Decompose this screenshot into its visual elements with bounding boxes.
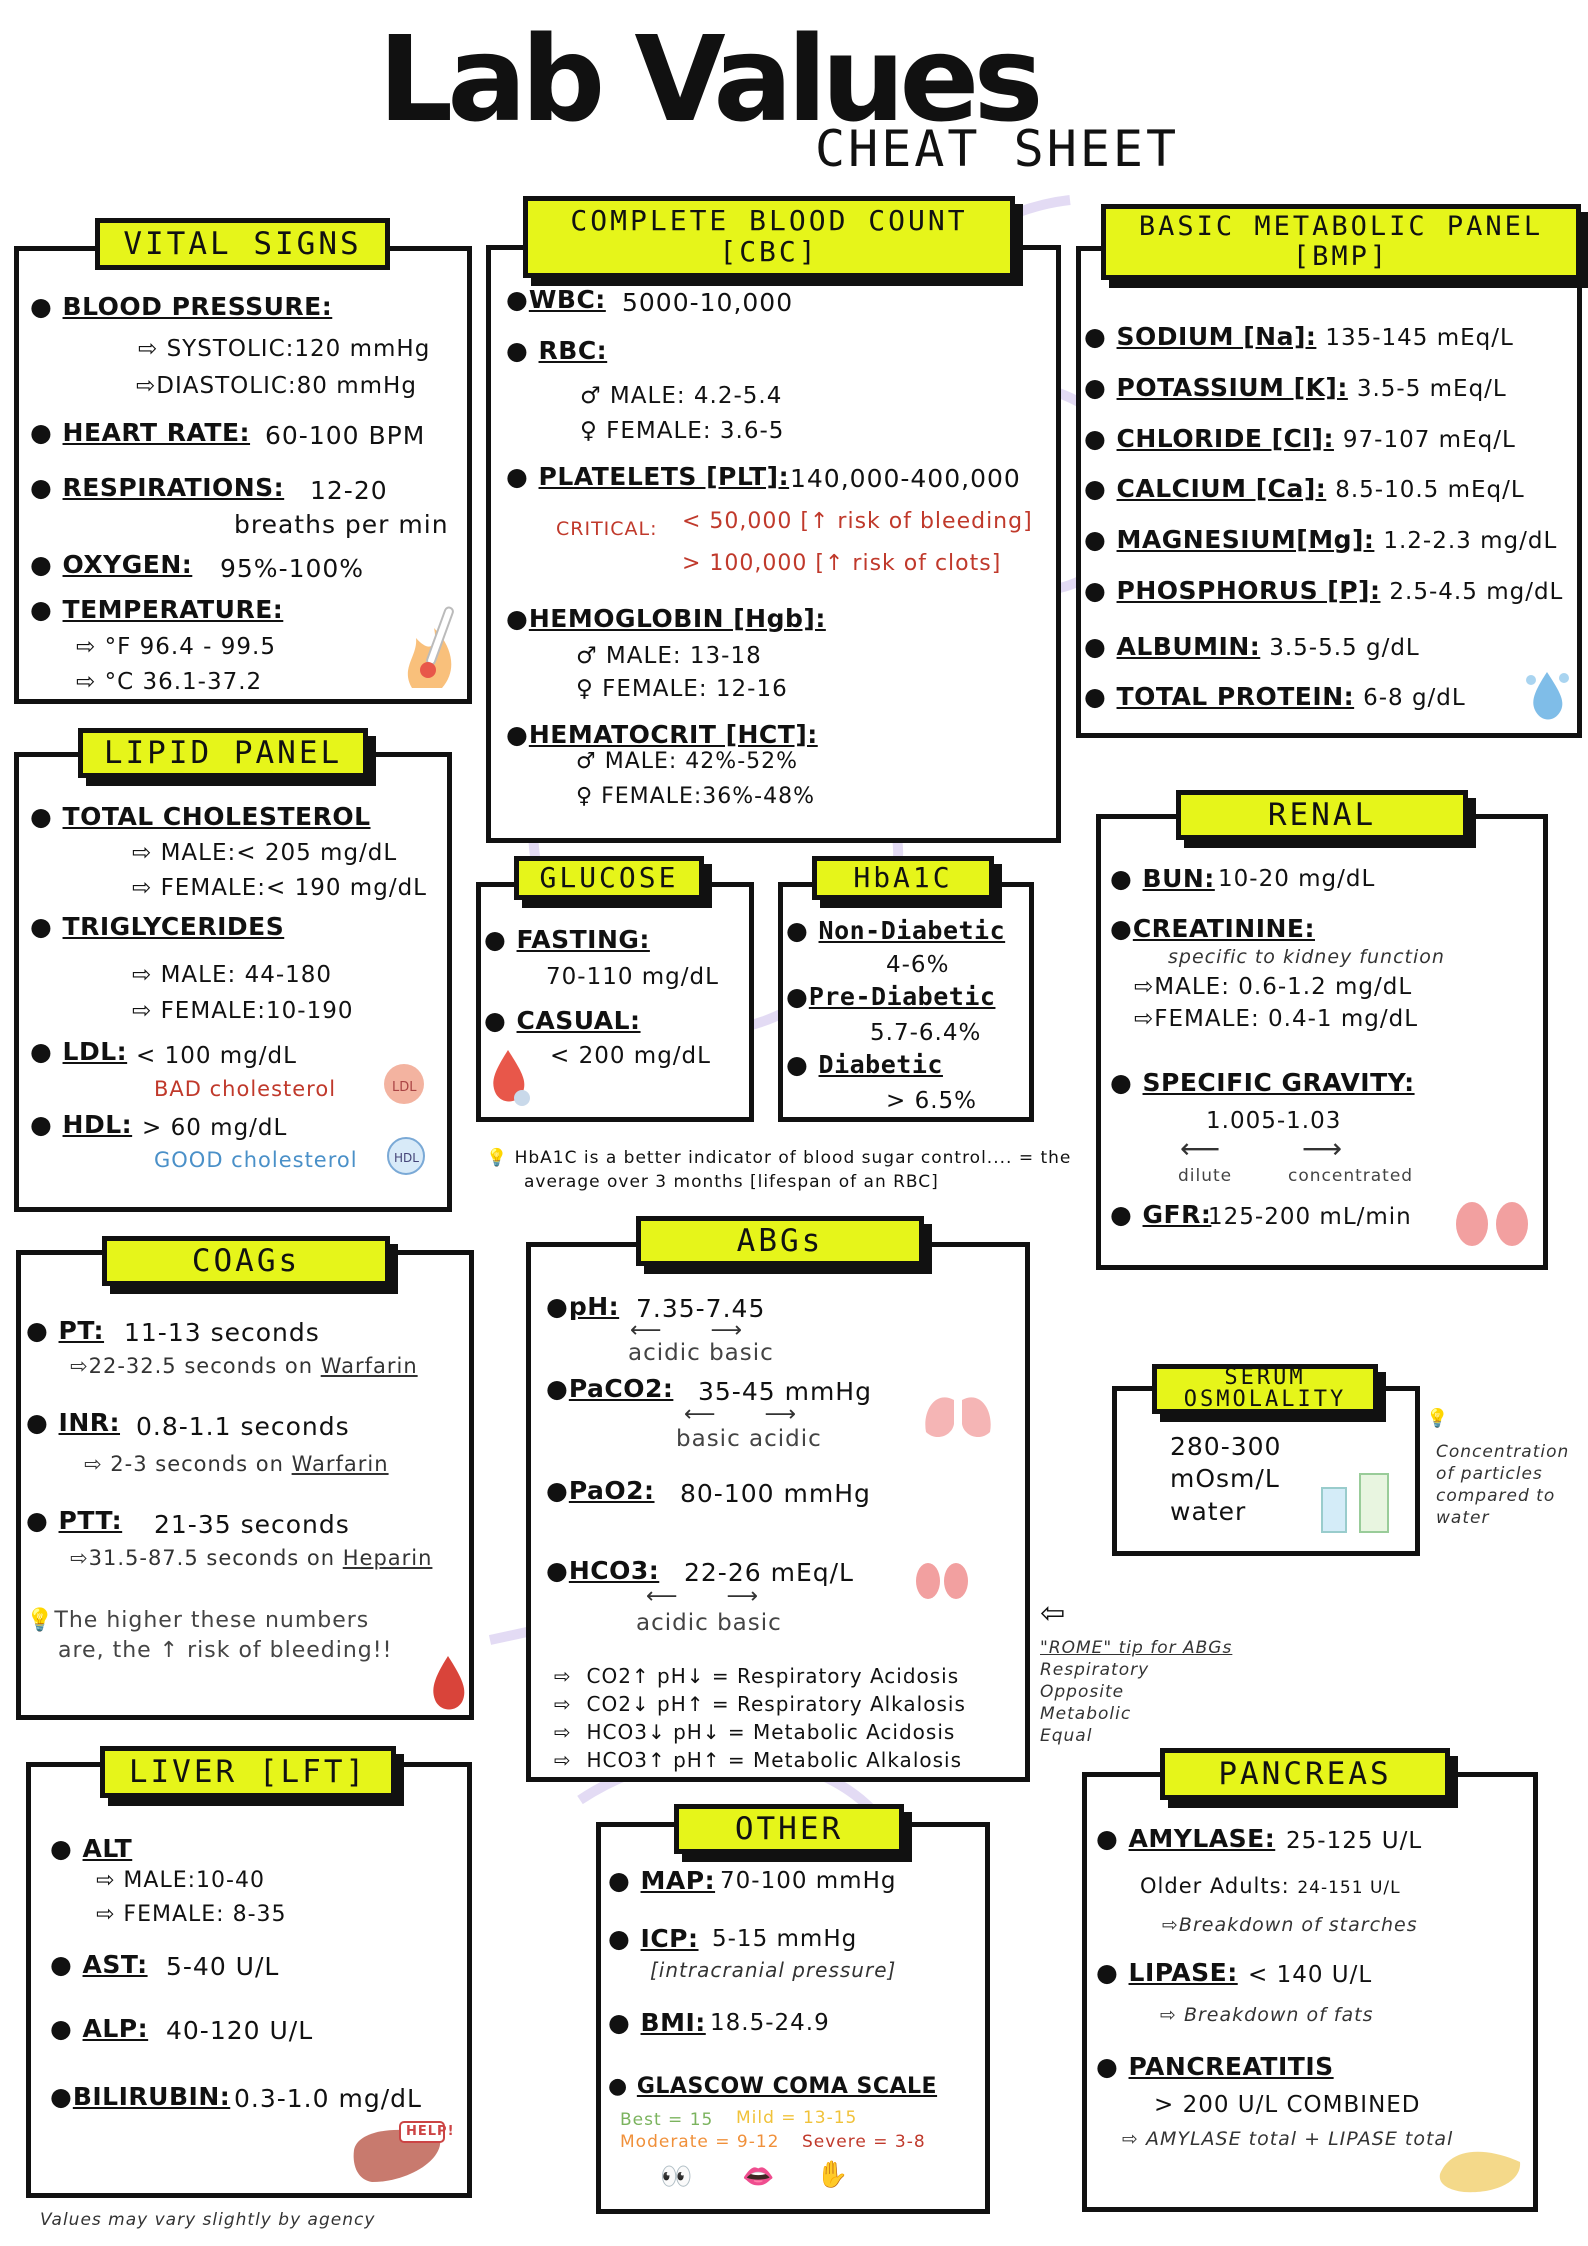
hct-row: ●HEMATOCRIT [HCT]:	[506, 720, 818, 749]
bmp-item-label: POTASSIUM [K]:	[1116, 373, 1348, 402]
page-subtitle: CHEAT SHEET	[815, 120, 1180, 178]
bmp-item-value: 135-145 mEq/L	[1325, 325, 1514, 351]
wbc-label: WBC:	[528, 285, 606, 314]
rome-line: Opposite	[1040, 1682, 1125, 1702]
plt-label: PLATELETS [PLT]:	[538, 462, 790, 491]
oxygen-value: 95%-100%	[220, 554, 365, 583]
casual-label: CASUAL:	[516, 1006, 641, 1035]
bmp-item-label: CHLORIDE [Cl]:	[1116, 424, 1334, 453]
inr-warfarin-row: ⇨ 2-3 seconds on Warfarin	[84, 1452, 389, 1476]
tg-male: ⇨ MALE: 44-180	[132, 962, 333, 988]
bmp-item: ● CALCIUM [Ca]: 8.5-10.5 mEq/L	[1084, 474, 1525, 503]
inr-value: 0.8-1.1 seconds	[136, 1412, 350, 1441]
tg-female: ⇨ FEMALE:10-190	[132, 998, 354, 1024]
resp-unit: breaths per min	[234, 510, 449, 539]
fasting-row: ● FASTING:	[484, 925, 650, 954]
pancreatitis-value: > 200 U/L COMBINED	[1154, 2092, 1421, 2118]
gcs-mild: Mild = 13-15	[736, 2108, 858, 2128]
lipid-title: LIPID PANEL	[103, 734, 343, 771]
diab-value: > 6.5%	[886, 1088, 978, 1114]
abg-rule: ⇨ CO2↓ pH↑ = Respiratory Alkalosis	[554, 1692, 966, 1716]
bmp-item: ● SODIUM [Na]: 135-145 mEq/L	[1084, 322, 1514, 351]
systolic-value: ⇨ SYSTOLIC:120 mmHg	[138, 336, 431, 362]
hco3-label: HCO3:	[568, 1556, 660, 1585]
serum-note: compared to	[1436, 1486, 1556, 1506]
sg-value: 1.005-1.03	[1206, 1108, 1342, 1134]
pao2-value: 80-100 mmHg	[680, 1479, 871, 1508]
pancreas-title: PANCREAS	[1218, 1755, 1392, 1792]
coags-title: COAGs	[191, 1242, 301, 1279]
critical-high: > 100,000 [↑ risk of clots]	[682, 551, 1002, 576]
rome-line: Respiratory	[1040, 1660, 1150, 1680]
bmp-item: ● CHLORIDE [Cl]: 97-107 mEq/L	[1084, 424, 1516, 453]
bmp-item: ● POTASSIUM [K]: 3.5-5 mEq/L	[1084, 373, 1507, 402]
ast-value: 5-40 U/L	[166, 1952, 280, 1981]
bmp-item-label: TOTAL PROTEIN:	[1116, 682, 1355, 711]
coags-note-2: are, the ↑ risk of bleeding!!	[58, 1638, 393, 1663]
resp-row: ● RESPIRATIONS:	[30, 473, 285, 502]
pancreas-character-icon	[1434, 2138, 1526, 2200]
tc-male: ⇨ MALE:< 205 mg/dL	[132, 840, 398, 866]
bmp-item: ● ALBUMIN: 3.5-5.5 g/dL	[1084, 632, 1420, 661]
abg-rule: ⇨ CO2↑ pH↓ = Respiratory Acidosis	[554, 1664, 960, 1688]
blood-drop-icon	[482, 1044, 536, 1110]
cbc-title-2: [CBC]	[719, 235, 819, 268]
alt-female: ⇨ FEMALE: 8-35	[96, 1902, 287, 1927]
older-row	[1140, 1874, 1401, 1898]
ph-direction: acidic basic	[628, 1340, 774, 1366]
serum-value-1: 280-300	[1170, 1432, 1282, 1461]
paco2-arrows: ⟵ ⟶	[684, 1402, 798, 1427]
alp-value: 40-120 U/L	[166, 2016, 314, 2045]
eyes-icon: 👀	[660, 2162, 694, 2192]
pt-warfarin-text: 22-32.5 seconds on	[88, 1354, 321, 1378]
bmp-item-value: 8.5-10.5 mEq/L	[1335, 477, 1525, 503]
alp-label: ALP:	[82, 2014, 149, 2043]
nondiab-label: Non-Diabetic	[818, 916, 1006, 945]
water-glass-icon	[1316, 1468, 1396, 1542]
temp-c: ⇨ °C 36.1-37.2	[76, 669, 263, 695]
diastolic-value: ⇨DIASTOLIC:80 mmHg	[136, 373, 417, 399]
lightbulb-icon: 💡	[26, 1608, 55, 1633]
other-header	[674, 1804, 904, 1854]
paco2-row: ●PaCO2:	[546, 1374, 674, 1403]
serum-title-1: SERUM	[1224, 1365, 1306, 1390]
hct-male: ♂ MALE: 42%-52%	[576, 749, 799, 774]
svg-text:HDL: HDL	[394, 1151, 419, 1165]
gfr-value: 125-200 mL/min	[1208, 1204, 1412, 1230]
vital-signs-header	[95, 218, 390, 270]
gfr-label: GFR:	[1142, 1200, 1212, 1229]
bmp-item: ● TOTAL PROTEIN: 6-8 g/dL	[1084, 682, 1466, 711]
hba1c-note-2: average over 3 months [lifespan of an RBC]	[524, 1172, 939, 1192]
serum-value-2: mOsm/L	[1170, 1464, 1280, 1493]
plt-value: 140,000-400,000	[790, 464, 1021, 493]
cbc-title-1: COMPLETE BLOOD COUNT	[570, 204, 968, 238]
serum-header	[1152, 1364, 1378, 1414]
hct-label: HEMATOCRIT [HCT]:	[528, 720, 818, 749]
bmi-label: BMI:	[640, 2008, 706, 2037]
older-value: 24-151 U/L	[1297, 1878, 1401, 1898]
cbc-header	[523, 196, 1015, 278]
bmi-row: ● BMI:	[608, 2008, 706, 2037]
critical-low: < 50,000 [↑ risk of bleeding]	[682, 509, 1033, 534]
map-value: 70-100 mmHg	[720, 1868, 897, 1894]
fasting-value: 70-110 mg/dL	[546, 964, 719, 990]
coags-note-text-1: The higher these numbers	[54, 1608, 370, 1633]
creat-label: CREATININE:	[1132, 914, 1315, 943]
alt-male: ⇨ MALE:10-40	[96, 1868, 265, 1893]
ptt-heparin-row: ⇨31.5-87.5 seconds on Heparin	[70, 1546, 433, 1570]
pt-warfarin-row: ⇨22-32.5 seconds on Warfarin	[70, 1354, 418, 1378]
bmi-value: 18.5-24.9	[710, 2010, 830, 2036]
mouth-icon: 👄	[742, 2162, 776, 2192]
abg-rule-text: CO2↓ pH↑ = Respiratory Alkalosis	[586, 1692, 966, 1716]
hdl-row: ● HDL:	[30, 1110, 133, 1139]
warfarin-label: Warfarin	[320, 1354, 418, 1378]
paco2-direction: basic acidic	[676, 1426, 822, 1452]
kidneys-icon	[910, 1556, 974, 1606]
water-drop-icon	[1522, 666, 1572, 726]
bmp-title-1: BASIC METABOLIC PANEL	[1138, 211, 1544, 243]
hba1c-note-text-1: HbA1C is a better indicator of blood sugar control.... = the	[514, 1148, 1072, 1168]
sg-dilute: dilute	[1178, 1166, 1233, 1186]
serum-title-2: OSMOLALITY	[1183, 1387, 1347, 1412]
hand-icon: ✋	[816, 2160, 850, 2190]
wbc-value: 5000-10,000	[622, 288, 794, 317]
gcs-label: GLASCOW COMA SCALE	[636, 2074, 938, 2099]
pancreatitis-label: PANCREATITIS	[1128, 2052, 1334, 2081]
alt-label: ALT	[82, 1834, 133, 1863]
fasting-label: FASTING:	[516, 925, 650, 954]
older-label: Older Adults:	[1140, 1874, 1290, 1898]
bmp-item-label: MAGNESIUM[Mg]:	[1116, 525, 1375, 554]
ph-row: ●pH:	[546, 1292, 620, 1321]
bmp-item-value: 97-107 mEq/L	[1342, 427, 1516, 453]
icp-note: [intracranial pressure]	[650, 1958, 897, 1982]
paco2-value: 35-45 mmHg	[698, 1377, 872, 1406]
hdl-value: > 60 mg/dL	[142, 1115, 288, 1141]
lipase-label: LIPASE:	[1128, 1958, 1238, 1987]
bmp-header	[1101, 204, 1581, 280]
rbc-female: ♀ FEMALE: 3.6-5	[580, 418, 785, 444]
kidneys-icon	[1450, 1196, 1534, 1252]
hco3-arrows: ⟵ ⟶	[646, 1584, 760, 1609]
temp-row: ● TEMPERATURE:	[30, 595, 284, 624]
bmp-item-value: 3.5-5 mEq/L	[1356, 376, 1507, 402]
sg-row: ● SPECIFIC GRAVITY:	[1110, 1068, 1415, 1097]
ldl-row: ● LDL:	[30, 1037, 128, 1066]
bmp-item-value: 1.2-2.3 mg/dL	[1383, 528, 1558, 554]
ptt-value: 21-35 seconds	[154, 1510, 350, 1539]
pt-label: PT:	[58, 1316, 105, 1345]
ptt-label: PTT:	[58, 1506, 123, 1535]
help-label: HELP!	[406, 2124, 455, 2139]
ph-label: pH:	[568, 1292, 620, 1321]
oxygen-row: ● OXYGEN:	[30, 550, 193, 579]
plt-row: ● PLATELETS [PLT]:	[506, 462, 790, 491]
serum-note: of particles	[1436, 1464, 1543, 1484]
glucose-title: GLUCOSE	[539, 860, 679, 894]
bili-row: ●BILIRUBIN:	[50, 2082, 231, 2111]
inr-warfarin-text: 2-3 seconds on	[110, 1452, 292, 1476]
gcs-moderate: Moderate = 9-12	[620, 2132, 780, 2152]
prediab-value: 5.7-6.4%	[870, 1020, 982, 1046]
heparin-label: Heparin	[342, 1546, 433, 1570]
coags-header	[102, 1236, 390, 1286]
hdl-label: HDL:	[62, 1110, 133, 1139]
glucose-header	[514, 856, 704, 900]
ldl-label: LDL:	[62, 1037, 128, 1066]
serum-note-icon: 💡	[1426, 1408, 1450, 1429]
gcs-best: Best = 15	[620, 2110, 714, 2130]
gcs-row: ● GLASCOW COMA SCALE	[608, 2074, 938, 2099]
alp-row: ● ALP:	[50, 2014, 149, 2043]
creat-male: ⇨MALE: 0.6-1.2 mg/dL	[1134, 974, 1413, 1000]
lungs-icon	[916, 1370, 1000, 1444]
vital-signs-title: VITAL SIGNS	[123, 225, 362, 262]
wbc-row: ●WBC:	[506, 285, 606, 314]
bun-label: BUN:	[1142, 864, 1215, 893]
hba1c-header	[812, 856, 994, 900]
bmp-item-value: 2.5-4.5 mg/dL	[1389, 579, 1564, 605]
icp-row: ● ICP:	[608, 1924, 699, 1953]
abgs-title: ABGs	[736, 1222, 824, 1259]
nondiab-value: 4-6%	[886, 952, 950, 978]
sg-left-arrow: ⟵	[1180, 1132, 1222, 1165]
map-label: MAP:	[640, 1866, 716, 1895]
ldl-character-icon	[376, 1058, 432, 1108]
alt-row: ● ALT	[50, 1834, 133, 1863]
tc-label: TOTAL CHOLESTEROL	[62, 802, 371, 831]
resp-label: RESPIRATIONS:	[62, 473, 285, 502]
hco3-row: ●HCO3:	[546, 1556, 660, 1585]
creat-female: ⇨FEMALE: 0.4-1 mg/dL	[1134, 1006, 1419, 1032]
icp-label: ICP:	[640, 1924, 699, 1953]
serum-note: Concentration	[1436, 1442, 1570, 1462]
map-row: ● MAP:	[608, 1866, 716, 1895]
lipase-value: < 140 U/L	[1248, 1962, 1373, 1988]
ast-label: AST:	[82, 1950, 148, 1979]
hgb-male: ♂ MALE: 13-18	[576, 643, 762, 669]
sg-right-arrow: ⟶	[1302, 1132, 1344, 1165]
abg-rule-text: HCO3↑ pH↑ = Metabolic Alkalosis	[586, 1748, 963, 1772]
sg-label: SPECIFIC GRAVITY:	[1142, 1068, 1415, 1097]
lipid-header	[78, 728, 368, 778]
other-title: OTHER	[734, 1810, 844, 1847]
ph-arrows: ⟵ ⟶	[630, 1318, 744, 1343]
bmp-item-label: ALBUMIN:	[1116, 632, 1261, 661]
pancreas-header	[1160, 1748, 1450, 1800]
thermometer-fire-icon	[398, 598, 464, 694]
bmp-item-label: SODIUM [Na]:	[1116, 322, 1317, 351]
rome-arrow-icon: ⇦	[1040, 1596, 1067, 1631]
bmp-item-value: 3.5-5.5 g/dL	[1269, 635, 1420, 661]
warfarin-label: Warfarin	[291, 1452, 389, 1476]
ast-row: ● AST:	[50, 1950, 148, 1979]
amylase-label: AMYLASE:	[1128, 1824, 1276, 1853]
serum-note: water	[1436, 1508, 1490, 1528]
resp-value: 12-20	[310, 476, 388, 505]
pt-row: ● PT:	[26, 1316, 105, 1345]
bmp-item-label: PHOSPHORUS [P]:	[1116, 576, 1381, 605]
creat-note: specific to kidney function	[1168, 946, 1445, 968]
diab-label: Diabetic	[818, 1050, 943, 1079]
coags-note-1	[26, 1608, 369, 1633]
nondiab-row: ● Non-Diabetic	[786, 916, 1006, 945]
gfr-row: ● GFR:	[1110, 1200, 1212, 1229]
bmp-item-value: 6-8 g/dL	[1363, 685, 1466, 711]
pancreatitis-row: ● PANCREATITIS	[1096, 2052, 1334, 2081]
rome-title: "ROME" tip for ABGs	[1040, 1638, 1233, 1658]
prediab-label: Pre-Diabetic	[808, 982, 996, 1011]
oxygen-label: OXYGEN:	[62, 550, 193, 579]
renal-title: RENAL	[1267, 796, 1377, 833]
liver-header	[100, 1746, 396, 1798]
amylase-value: 25-125 U/L	[1286, 1828, 1423, 1854]
abg-rule-text: HCO3↓ pH↓ = Metabolic Acidosis	[586, 1720, 956, 1744]
bili-value: 0.3-1.0 mg/dL	[234, 2084, 422, 2113]
hdl-note: GOOD cholesterol	[154, 1148, 358, 1172]
ldl-value: < 100 mg/dL	[136, 1043, 297, 1069]
ptt-heparin-text: 31.5-87.5 seconds on	[88, 1546, 343, 1570]
casual-value: < 200 mg/dL	[550, 1043, 711, 1069]
bmp-item-label: CALCIUM [Ca]:	[1116, 474, 1327, 503]
rome-line: Equal	[1040, 1726, 1093, 1746]
paco2-label: PaCO2:	[568, 1374, 674, 1403]
hba1c-note-1	[486, 1148, 1071, 1168]
rbc-label: RBC:	[538, 336, 608, 365]
temp-f: ⇨ °F 96.4 - 99.5	[76, 634, 276, 660]
bmp-title-2: [BMP]	[1292, 241, 1390, 272]
abg-rule: ⇨ HCO3↑ pH↑ = Metabolic Alkalosis	[554, 1748, 963, 1772]
lightbulb-icon: 💡	[486, 1148, 515, 1168]
tc-row: ● TOTAL CHOLESTEROL	[30, 802, 371, 831]
liver-title: LIVER [LFT]	[128, 1753, 368, 1790]
abgs-header	[636, 1216, 924, 1266]
hco3-direction: acidic basic	[636, 1610, 782, 1636]
hba1c-title: HbA1C	[853, 860, 953, 894]
lipase-row: ● LIPASE:	[1096, 1958, 1238, 1987]
abg-rule-text: CO2↑ pH↓ = Respiratory Acidosis	[586, 1664, 960, 1688]
pao2-row: ●PaO2:	[546, 1476, 655, 1505]
icp-value: 5-15 mmHg	[712, 1926, 858, 1952]
critical-label: CRITICAL:	[556, 518, 658, 540]
casual-row: ● CASUAL:	[484, 1006, 641, 1035]
lipase-note: ⇨ Breakdown of fats	[1160, 2004, 1374, 2026]
bili-label: BILIRUBIN:	[72, 2082, 231, 2111]
gcs-severe: Severe = 3-8	[802, 2132, 926, 2152]
pao2-label: PaO2:	[568, 1476, 655, 1505]
sg-concentrated: concentrated	[1288, 1166, 1414, 1186]
bmp-item: ● MAGNESIUM[Mg]: 1.2-2.3 mg/dL	[1084, 525, 1558, 554]
pancreatitis-note: ⇨ AMYLASE total + LIPASE total	[1122, 2128, 1454, 2150]
inr-row: ● INR:	[26, 1408, 121, 1437]
bun-value: 10-20 mg/dL	[1218, 866, 1376, 892]
diab-row: ● Diabetic	[786, 1050, 943, 1079]
hdl-character-icon	[380, 1128, 432, 1180]
ph-value: 7.35-7.45	[636, 1294, 766, 1323]
serum-value-3: water	[1170, 1497, 1247, 1526]
hr-value: 60-100 BPM	[265, 421, 426, 450]
hr-row: ● HEART RATE:	[30, 418, 251, 447]
bp-label: BLOOD PRESSURE:	[62, 292, 333, 321]
hgb-label: HEMOGLOBIN [Hgb]:	[528, 604, 826, 633]
hco3-value: 22-26 mEq/L	[684, 1558, 854, 1587]
temp-label: TEMPERATURE:	[62, 595, 284, 624]
rbc-row: ● RBC:	[506, 336, 608, 365]
bun-row: ● BUN:	[1110, 864, 1215, 893]
bp-label-row: ● BLOOD PRESSURE:	[30, 292, 333, 321]
tg-row: ● TRIGLYCERIDES	[30, 912, 285, 941]
page-title: Lab Values	[378, 10, 1038, 148]
hgb-female: ♀ FEMALE: 12-16	[576, 676, 788, 702]
bmp-item: ● PHOSPHORUS [P]: 2.5-4.5 mg/dL	[1084, 576, 1564, 605]
rbc-male: ♂ MALE: 4.2-5.4	[580, 383, 783, 409]
amylase-note: ⇨Breakdown of starches	[1162, 1914, 1418, 1936]
hct-female: ♀ FEMALE:36%-48%	[576, 784, 815, 809]
hr-label: HEART RATE:	[62, 418, 251, 447]
ptt-row: ● PTT:	[26, 1506, 123, 1535]
hgb-row: ●HEMOGLOBIN [Hgb]:	[506, 604, 826, 633]
prediab-row: ●Pre-Diabetic	[786, 982, 996, 1011]
tg-label: TRIGLYCERIDES	[62, 912, 285, 941]
bleeding-character-icon	[418, 1650, 480, 1722]
renal-header	[1176, 790, 1468, 840]
svg-text:LDL: LDL	[392, 1080, 417, 1095]
creat-row: ●CREATININE:	[1110, 914, 1315, 943]
abg-rule: ⇨ HCO3↓ pH↓ = Metabolic Acidosis	[554, 1720, 956, 1744]
ldl-note: BAD cholesterol	[154, 1077, 337, 1101]
footer-note: Values may vary slightly by agency	[40, 2210, 376, 2230]
amylase-row: ● AMYLASE:	[1096, 1824, 1276, 1853]
pt-value: 11-13 seconds	[124, 1318, 320, 1347]
inr-label: INR:	[58, 1408, 121, 1437]
rome-line: Metabolic	[1040, 1704, 1132, 1724]
tc-female: ⇨ FEMALE:< 190 mg/dL	[132, 875, 427, 901]
